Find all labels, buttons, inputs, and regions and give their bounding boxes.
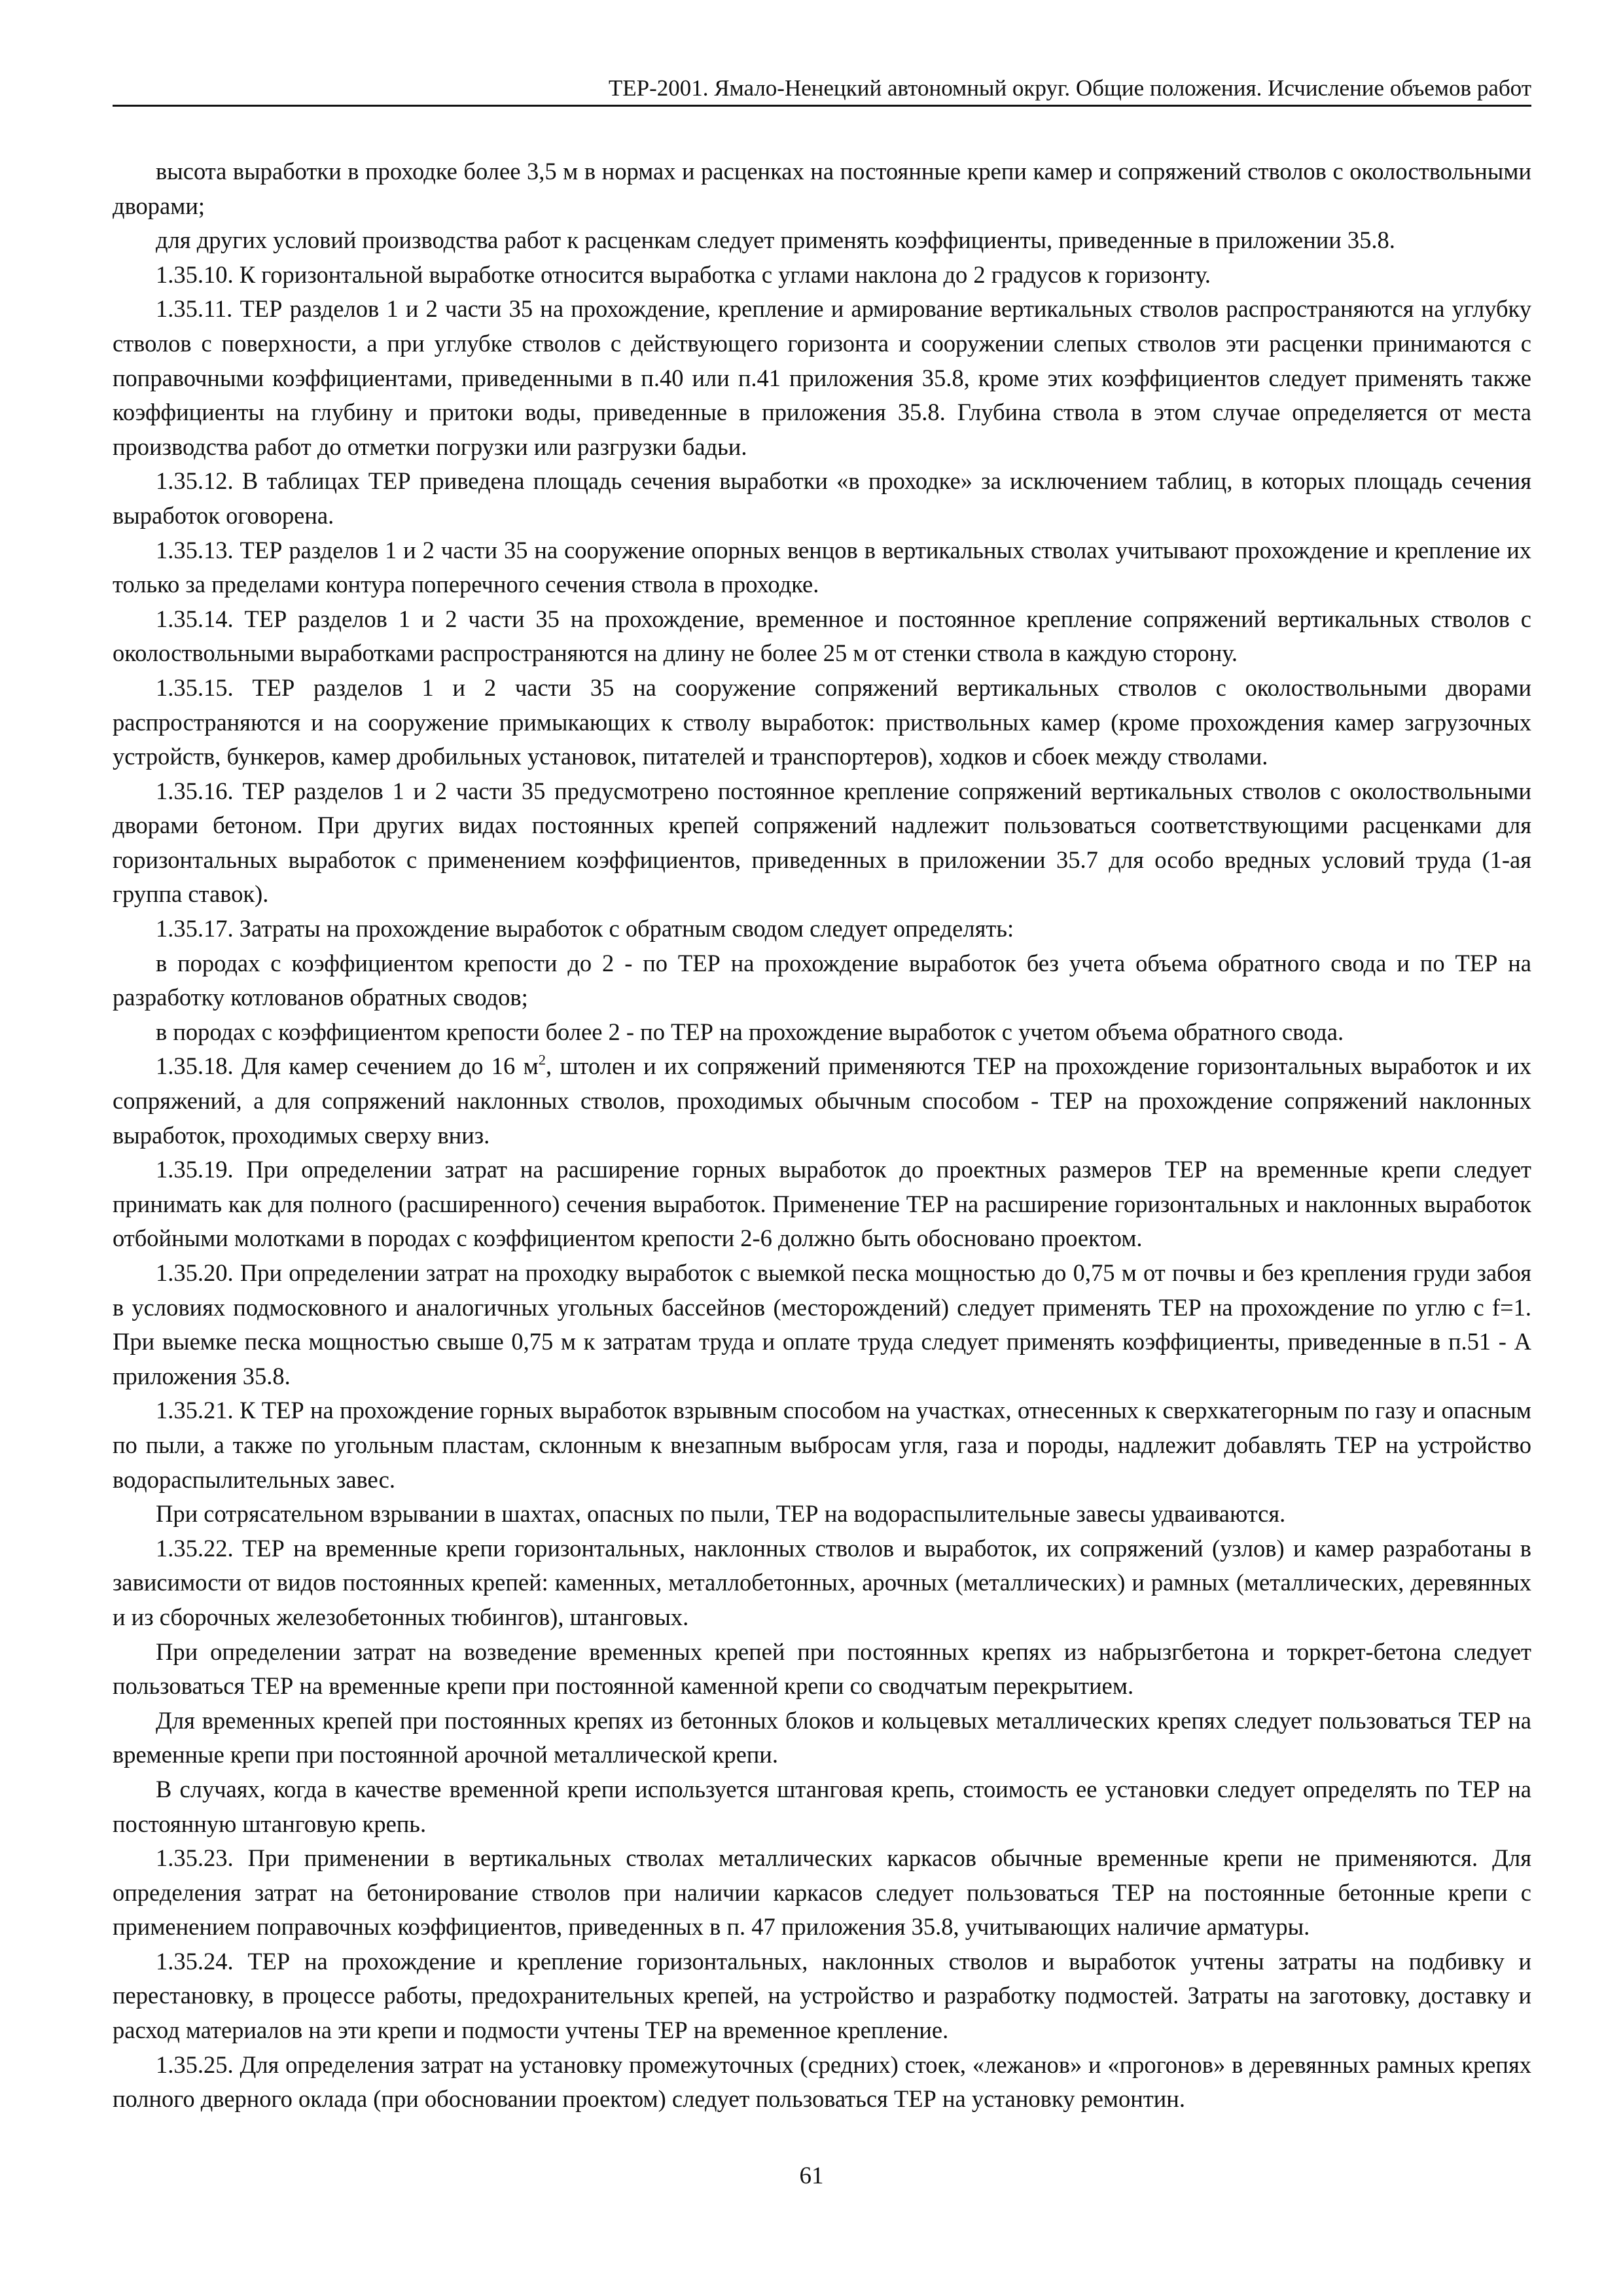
- paragraph: 1.35.25. Для определения затрат на установку промежуточных (средних) стоек, «лежанов» и «прогонов» в деревянных рамных крепях полного дверного оклада (при обосновании проектом) следует пользоваться ТЕР на установку ремонтин.: [113, 2051, 1531, 2113]
- paragraph: 1.35.24. ТЕР на прохождение и крепление горизонтальных, наклонных стволов и выработок учтены затраты на подбивку и перестановку, в процессе работы, предохранительных крепей, на устройство и разработку подмостей. Затраты на заготовку, доставку и расход материалов на эти крепи и подмости учтены ТЕР на временное крепление.: [113, 1947, 1531, 2044]
- paragraph: 1.35.20. При определении затрат на проходку выработок с выемкой песка мощностью до 0,75 м от почвы и без крепления груди забоя в условиях подмосковного и аналогичных угольных бассейнов (месторождений) следует применять ТЕР на прохождение по углю с f=1. При выемке песка мощностью свыше 0,75 м к затратам труда и оплате труда следует применять коэффициенты, приведенные в п.51 - А приложения 35.8.: [113, 1259, 1531, 1390]
- paragraph: для других условий производства работ к расценкам следует применять коэффициенты, приведенные в приложении 35.8.: [156, 226, 1395, 254]
- paragraph: Для временных крепей при постоянных крепях из бетонных блоков и кольцевых металлических крепях следует пользоваться ТЕР на временные крепи при постоянной арочной металлической крепи.: [113, 1706, 1531, 1768]
- page-number: 61: [799, 2162, 824, 2189]
- paragraph: 1.35.10. К горизонтальной выработке относится выработка с углами наклона до 2 градусов к горизонту.: [156, 260, 1211, 288]
- paragraph: в породах с коэффициентом крепости до 2 - по ТЕР на прохождение выработок без учета объема обратного свода и по ТЕР на разработку котлованов обратных сводов;: [113, 949, 1531, 1011]
- paragraph: 1.35.22. ТЕР на временные крепи горизонтальных, наклонных стволов и выработок, их сопряжений (узлов) и камер разработаны в зависимости от видов постоянных крепей: каменных, металлобетонных, арочных (металлических) и рамных (металлических, деревянных и из сборочных железобетонных тюбингов), штанговых.: [113, 1534, 1531, 1630]
- paragraph: 1.35.18. Для камер сечением до 16 $м^2$, штолен и их сопряжений применяются ТЕР на прохождение горизонтальных выработок и их сопряжений, а для сопряжений наклонных стволов, проходимых обычным способом - ТЕР на прохождение сопряжений наклонных выработок, проходимых сверху вниз.: [113, 1051, 1531, 1149]
- paragraph: 1.35.11. ТЕР разделов 1 и 2 части 35 на прохождение, крепление и армирование вертикальных стволов распространяются на углубку стволов с поверхности, а при углубке стволов с действующего горизонта и сооружении слепых стволов эти расценки принимаются с поправочными коэффициентами, приведенными в п.40 или п.41 приложения 35.8, кроме этих коэффициентов следует применять также коэффициенты на глубину и притоки воды, приведенные в приложения 35.8. Глубина ствола в этом случае определяется от места производства работ до отметки погрузки или разгрузки бадьи.: [113, 295, 1531, 460]
- paragraph: 1.35.17. Затраты на прохождение выработок с обратным сводом следует определять:: [156, 915, 1014, 942]
- paragraph: 1.35.16. ТЕР разделов 1 и 2 части 35 предусмотрено постоянное крепление сопряжений вертикальных стволов с околоствольными дворами бетоном. При других видах постоянных крепей сопряжений надлежит пользоваться соответствующими расценками для горизонтальных выработок с применением коэффициентов, приведенных в приложении 35.7 для особо вредных условий труда (1-ая группа ставок).: [113, 777, 1531, 908]
- paragraph: 1.35.12. В таблицах ТЕР приведена площадь сечения выработки «в проходке» за исключением таблиц, в которых площадь сечения выработок оговорена.: [113, 467, 1531, 529]
- paragraph: При сотрясательном взрывании в шахтах, опасных по пыли, ТЕР на водораспылительные завесы удваиваются.: [156, 1500, 1286, 1528]
- paragraph: 1.35.13. ТЕР разделов 1 и 2 части 35 на сооружение опорных венцов в вертикальных стволах учитывают прохождение и крепление их только за пределами контура поперечного сечения ствола в проходке.: [113, 536, 1531, 598]
- paragraph: в породах с коэффициентом крепости более 2 - по ТЕР на прохождение выработок с учетом объема обратного свода.: [156, 1018, 1344, 1045]
- paragraph: 1.35.19. При определении затрат на расширение горных выработок до проектных размеров ТЕР на временные крепи следует принимать как для полного (расширенного) сечения выработок. Применение ТЕР на расширение горизонтальных и наклонных выработок отбойными молотками в породах с коэффициентом крепости 2-6 должно быть обосновано проектом.: [113, 1156, 1531, 1252]
- paragraph: 1.35.14. ТЕР разделов 1 и 2 части 35 на прохождение, временное и постоянное крепление сопряжений вертикальных стволов с околоствольными выработками распространяются на длину не более 25 м от стенки ствола в каждую сторону.: [113, 605, 1531, 667]
- superscript: 2: [538, 1051, 546, 1068]
- running-header: ТЕР-2001. Ямало-Ненецкий автономный округ. Общие положения. Исчисление объемов работ: [113, 72, 1531, 107]
- paragraph: В случаях, когда в качестве временной крепи используется штанговая крепь, стоимость ее установки следует определять по ТЕР на постоянную штанговую крепь.: [113, 1775, 1531, 1837]
- paragraph: 1.35.23. При применении в вертикальных стволах металлических каркасов обычные временные крепи не применяются. Для определения затрат на бетонирование стволов при наличии каркасов следует пользоваться ТЕР на постоянные бетонные крепи с применением поправочных коэффициентов, приведенных в п. 47 приложения 35.8, учитывающих наличие арматуры.: [113, 1844, 1531, 1941]
- paragraph: высота выработки в проходке более 3,5 м в нормах и расценках на постоянные крепи камер и сопряжений стволов с околоствольными дворами;: [113, 158, 1531, 219]
- paragraph: При определении затрат на возведение временных крепей при постоянных крепях из набрызгбетона и торкрет-бетона следует пользоваться ТЕР на временные крепи при постоянной каменной крепи со сводчатым перекрытием.: [113, 1638, 1531, 1700]
- paragraph: 1.35.15. ТЕР разделов 1 и 2 части 35 на сооружение сопряжений вертикальных стволов с околоствольными дворами распространяются и на сооружение примыкающих к стволу выработок: приствольных камер (кроме прохождения камер загрузочных устройств, бункеров, камер дробильных установок, питателей и транспортеров), ходков и сбоек между стволами.: [113, 673, 1531, 770]
- body-text: [113, 154, 1531, 2118]
- paragraph: 1.35.21. К ТЕР на прохождение горных выработок взрывным способом на участках, отнесенных к сверхкатегорным по газу и опасным по пыли, а также по угольным пластам, склонным к внезапным выбросам угля, газа и породы, надлежит добавлять ТЕР на устройство водораспылительных завес.: [113, 1397, 1531, 1493]
